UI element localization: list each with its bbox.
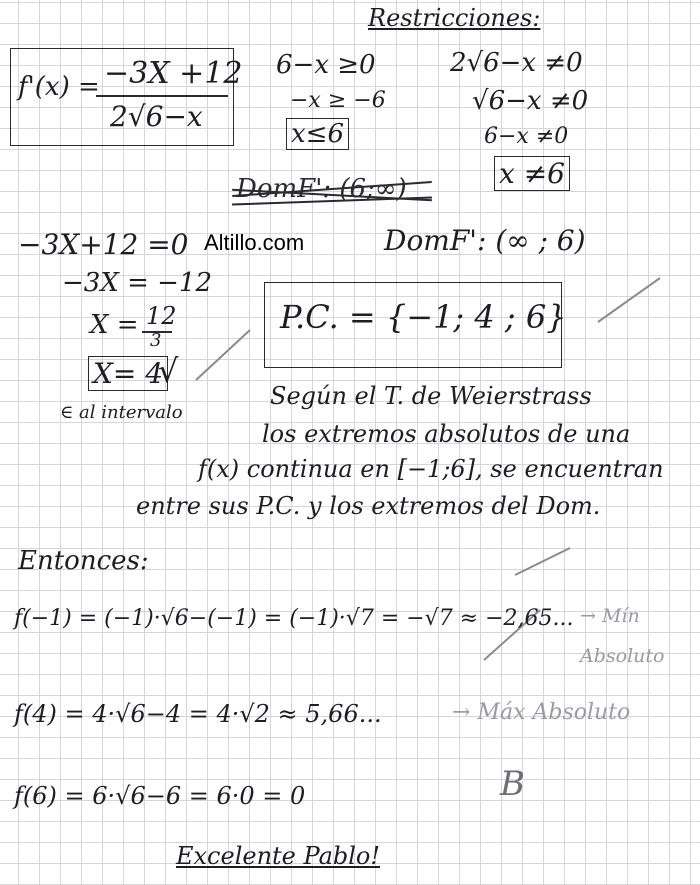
critical-line-1: −3X+12 =0 bbox=[18, 228, 189, 261]
entonces-label: Entonces: bbox=[18, 546, 149, 576]
theorem-line-4: entre sus P.C. y los extremos del Dom. bbox=[136, 492, 601, 520]
critical-note: ∈ al intervalo bbox=[60, 402, 183, 423]
theorem-line-2: los extremos absolutos de una bbox=[262, 420, 631, 448]
critical-result: X= 4 bbox=[88, 356, 168, 391]
critical-line-3: X = bbox=[90, 310, 139, 340]
pc-set: P.C. = {−1; 4 ; 6} bbox=[280, 298, 567, 336]
evaluation-note-1: → Mín Absoluto bbox=[580, 605, 665, 667]
domain-result: DomF': (∞ ; 6) bbox=[384, 224, 586, 257]
restriction-right-2: √6−x ≠0 bbox=[472, 86, 589, 116]
evaluation-line-1: f(−1) = (−1)·√6−(−1) = (−1)·√7 = −√7 ≈ −2,65... bbox=[14, 606, 574, 631]
derivative-denominator: 2√6−x bbox=[110, 100, 203, 133]
watermark: Altillo.com bbox=[204, 230, 305, 255]
restriction-right-result: x ≠6 bbox=[494, 156, 570, 191]
derivative-numerator: −3X +12 bbox=[104, 56, 243, 91]
critical-frac-den: 3 bbox=[150, 330, 162, 351]
theorem-line-1: Según el T. de Weierstrass bbox=[270, 382, 592, 410]
check-mark-pc bbox=[598, 278, 660, 322]
critical-frac-num: 12 bbox=[146, 302, 177, 330]
crossed-domain: DomF': (6;∞) bbox=[236, 174, 407, 204]
evaluation-line-3: f(6) = 6·√6−6 = 6·0 = 0 bbox=[14, 782, 306, 810]
restriction-right-1: 2√6−x ≠0 bbox=[450, 48, 583, 78]
restriction-right-3: 6−x ≠0 bbox=[484, 124, 569, 149]
evaluation-note-2: → Máx Absoluto bbox=[452, 700, 631, 725]
closing-remark: Excelente Pablo! bbox=[176, 842, 381, 870]
derivative-lhs: f'(x) = bbox=[18, 72, 100, 102]
restriction-left-1: 6−x ≥0 bbox=[276, 50, 376, 80]
critical-check: √ bbox=[158, 352, 179, 390]
check-mark-entonces bbox=[515, 548, 570, 575]
restrictions-title: Restricciones: bbox=[368, 4, 541, 32]
critical-line-2: −3X = −12 bbox=[62, 268, 213, 298]
check-mark-x4 bbox=[196, 330, 250, 380]
derivative-fraction-bar bbox=[96, 95, 228, 97]
restriction-left-result: x≤6 bbox=[286, 118, 349, 150]
evaluation-line-2: f(4) = 4·√6−4 = 4·√2 ≈ 5,66... bbox=[14, 700, 382, 728]
theorem-line-3: f(x) continua en [−1;6], se encuentran bbox=[198, 455, 664, 483]
restriction-left-2: −x ≥ −6 bbox=[290, 88, 386, 113]
grade-mark: B bbox=[500, 764, 525, 804]
